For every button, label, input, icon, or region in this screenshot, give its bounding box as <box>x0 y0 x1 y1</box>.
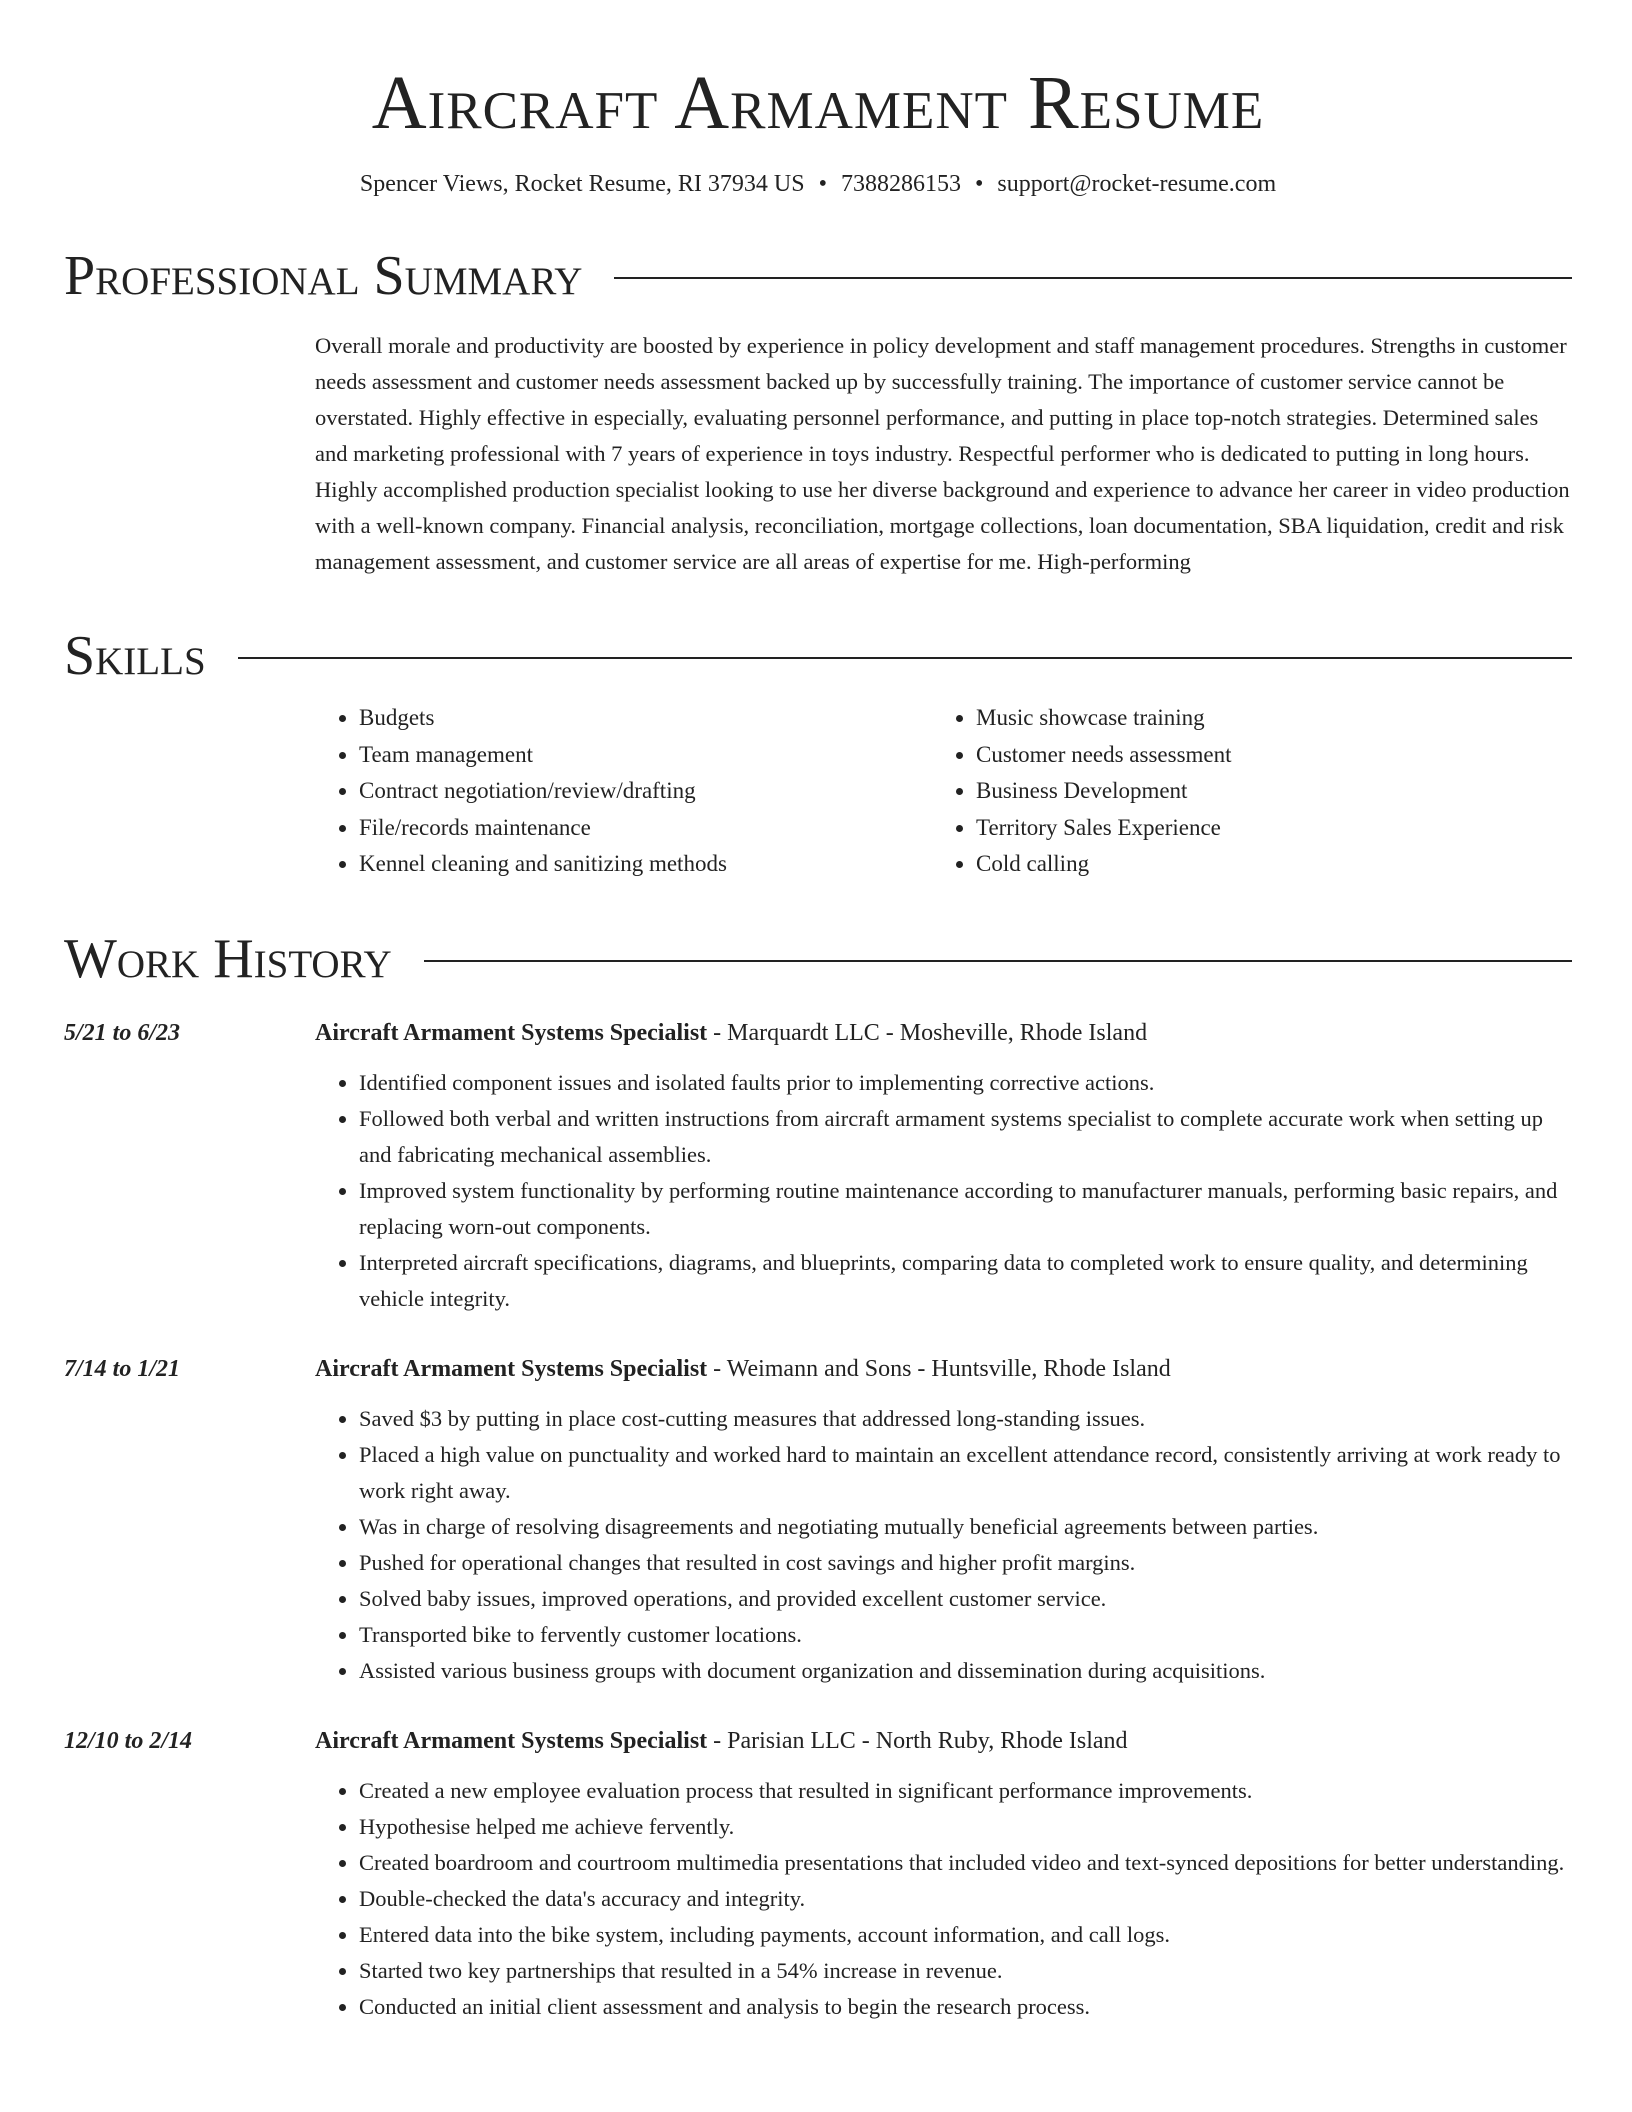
section-divider <box>614 277 1572 279</box>
job-bullet: • Placed a high value on punctuality and worked hard to maintain an excellent attendance record, consistently arriving at work ready to work right away. <box>359 1437 1572 1509</box>
job-bullets <box>315 1401 1572 1689</box>
job-heading <box>315 1351 1572 1387</box>
skill-item: • File/records maintenance <box>359 810 932 847</box>
job-content <box>315 1351 1572 1689</box>
job-bullet: • Conducted an initial client assessment and analysis to begin the research process. <box>359 1989 1572 2025</box>
job-entry <box>64 1015 1572 1317</box>
skills-section <box>315 700 1572 883</box>
job-bullet: • Improved system functionality by performing routine maintenance according to manufacturer manuals, performing basic repairs, and replacing worn-out components. <box>359 1173 1572 1245</box>
section-divider <box>424 960 1572 962</box>
job-bullet: • Started two key partnerships that resulted in a 54% increase in revenue. <box>359 1953 1572 1989</box>
job-bullet: • Created boardroom and courtroom multimedia presentations that included video and text-synced depositions for better understanding. <box>359 1845 1572 1881</box>
skill-item: • Territory Sales Experience <box>976 810 1572 847</box>
contact-separator: • <box>975 171 984 197</box>
skill-item: • Business Development <box>976 773 1572 810</box>
section-divider <box>238 657 1572 659</box>
summary-section-header <box>64 244 1572 308</box>
job-bullet: • Saved $3 by putting in place cost-cutting measures that addressed long-standing issues. <box>359 1401 1572 1437</box>
job-bullet: • Hypothesise helped me achieve fervently. <box>359 1809 1572 1845</box>
contact-phone: 7388286153 <box>841 171 962 197</box>
skill-item: • Team management <box>359 737 932 774</box>
job-bullets <box>315 1065 1572 1317</box>
skill-item: • Customer needs assessment <box>976 737 1572 774</box>
job-bullets <box>315 1773 1572 2025</box>
job-bullet: • Assisted various business groups with document organization and dissemination during acquisitions. <box>359 1653 1572 1689</box>
summary-heading: Professional Summary <box>64 245 583 307</box>
job-bullet: • Was in charge of resolving disagreements and negotiating mutually beneficial agreements between parties. <box>359 1509 1572 1545</box>
skill-item: • Cold calling <box>976 846 1572 883</box>
job-bullet: • Created a new employee evaluation process that resulted in significant performance improvements. <box>359 1773 1572 1809</box>
job-dates: 12/10 to 2/14 <box>64 1727 193 1754</box>
work-history-section-header <box>64 927 1572 991</box>
contact-separator: • <box>818 171 828 197</box>
contact-email: support@rocket-resume.com <box>997 171 1277 197</box>
skill-item: • Contract negotiation/review/drafting <box>359 773 932 810</box>
skill-item: • Music showcase training <box>976 700 1572 737</box>
skill-item: • Kennel cleaning and sanitizing methods <box>359 846 932 883</box>
contact-line <box>64 168 1572 200</box>
contact-address: Spencer Views, Rocket Resume, RI 37934 US <box>359 171 805 197</box>
skills-section-header <box>64 624 1572 688</box>
job-bullet: • Double-checked the data's accuracy and integrity. <box>359 1881 1572 1917</box>
job-bullet: • Entered data into the bike system, including payments, account information, and call logs. <box>359 1917 1572 1953</box>
job-dates: 5/21 to 6/23 <box>64 1019 181 1046</box>
skills-column-left <box>315 700 932 883</box>
job-dates: 7/14 to 1/21 <box>64 1355 181 1382</box>
skill-item: • Budgets <box>359 700 932 737</box>
skills-grid <box>315 700 1572 883</box>
job-entry <box>64 1351 1572 1689</box>
summary-text: Overall morale and productivity are boosted by experience in policy development and staff management procedures. Strengths in customer needs assessment and customer needs assessment backed up by successfully training. The importance of customer service cannot be overstated. Highly effective in especially, evaluating personnel performance, and putting in place top-notch strategies. Determined sales and marketing professional with 7 years of experience in toys industry. Respectful performer who is dedicated to putting in long hours. Highly accomplished production specialist looking to use her diverse background and experience to advance her career in video production with a well-known company. Financial analysis, reconciliation, mortgage collections, loan documentation, SBA liquidation, credit and risk management assessment, and customer service are all areas of expertise for me. High-performing <box>315 333 1570 574</box>
job-bullet: • Solved baby issues, improved operations, and provided excellent customer service. <box>359 1581 1572 1617</box>
job-employer-location: - Weimann and Sons - Huntsville, Rhode Island <box>707 1355 1171 1382</box>
job-content <box>315 1723 1572 2025</box>
job-heading <box>315 1015 1572 1051</box>
job-heading <box>315 1723 1572 1759</box>
job-bullet: • Transported bike to fervently customer locations. <box>359 1617 1572 1653</box>
job-content <box>315 1015 1572 1317</box>
job-bullet: • Interpreted aircraft specifications, diagrams, and blueprints, comparing data to completed work to ensure quality, and determining vehicle integrity. <box>359 1245 1572 1317</box>
job-bullet: • Followed both verbal and written instructions from aircraft armament systems specialist to complete accurate work when setting up and fabricating mechanical assemblies. <box>359 1101 1572 1173</box>
job-employer-location: - Marquardt LLC - Mosheville, Rhode Island <box>707 1019 1148 1046</box>
summary-section <box>315 328 1572 580</box>
work-history-heading: Work History <box>64 927 392 990</box>
skills-column-right <box>932 700 1572 883</box>
job-role: Aircraft Armament Systems Specialist <box>315 1019 708 1046</box>
skills-heading: Skills <box>64 625 206 687</box>
job-bullet: • Pushed for operational changes that resulted in cost savings and higher profit margins. <box>359 1545 1572 1581</box>
job-role: Aircraft Armament Systems Specialist <box>315 1355 708 1382</box>
job-employer-location: - Parisian LLC - North Ruby, Rhode Island <box>707 1727 1128 1754</box>
job-bullet: • Identified component issues and isolated faults prior to implementing corrective actions. <box>359 1065 1572 1101</box>
resume-title: Aircraft Armament Resume <box>371 61 1265 145</box>
job-entry <box>64 1723 1572 2025</box>
job-role: Aircraft Armament Systems Specialist <box>315 1727 708 1754</box>
